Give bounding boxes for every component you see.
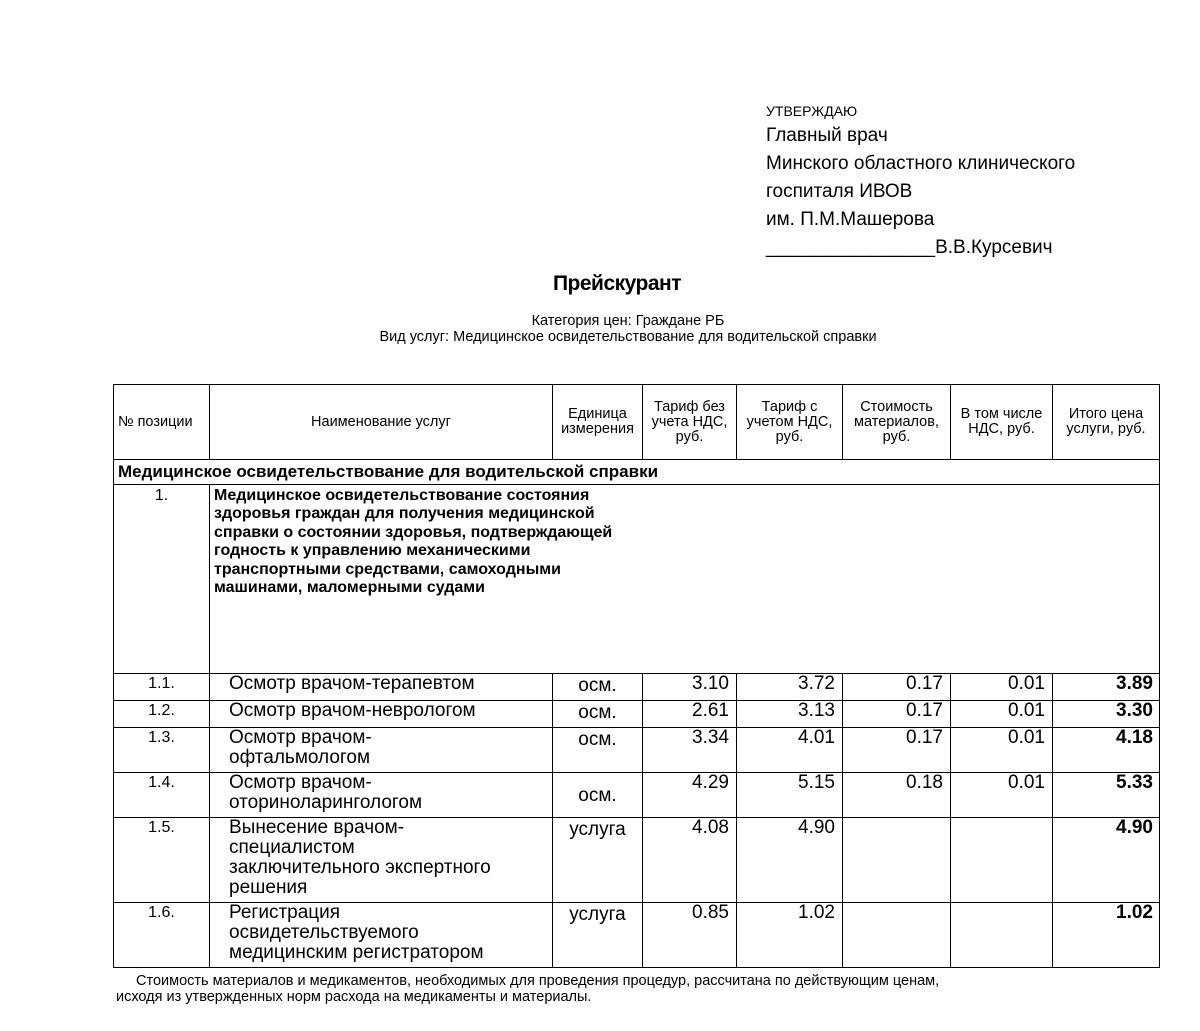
row-total: 5.33 (1053, 773, 1160, 818)
row-tariff: 3.10 (643, 674, 737, 701)
footnote (116, 973, 1116, 1005)
table-row (114, 903, 1160, 968)
row-tariff-vat: 5.15 (737, 773, 843, 818)
price-table (113, 384, 1160, 968)
row-name: Регистрация освидетельствуемого медицинским регистратором (210, 903, 553, 968)
row-tariff: 3.34 (643, 728, 737, 773)
row-total: 4.90 (1053, 818, 1160, 903)
row-tariff-vat: 4.90 (737, 818, 843, 903)
group-row (114, 485, 1160, 674)
table-row (114, 674, 1160, 701)
row-name: Осмотр врачом-офтальмологом (210, 728, 553, 773)
price-category: Категория цен: Граждане РБ (531, 313, 725, 329)
row-tariff-vat: 1.02 (737, 903, 843, 968)
row-unit: осм. (553, 728, 643, 773)
table-row (114, 728, 1160, 773)
row-unit: услуга (553, 818, 643, 903)
row-unit: услуга (553, 903, 643, 968)
row-unit: осм. (553, 701, 643, 728)
row-materials (843, 903, 951, 968)
row-materials (843, 818, 951, 903)
header-service-name: Наименование услуг (210, 385, 553, 460)
row-number: 1.4. (114, 773, 210, 818)
approval-line: им. П.М.Машерова (766, 209, 935, 230)
section-row (114, 460, 1160, 485)
row-vat (951, 903, 1053, 968)
row-number: 1.5. (114, 818, 210, 903)
row-vat: 0.01 (951, 728, 1053, 773)
row-total: 3.89 (1053, 674, 1160, 701)
row-vat: 0.01 (951, 773, 1053, 818)
row-number: 1.6. (114, 903, 210, 968)
row-vat: 0.01 (951, 701, 1053, 728)
row-vat (951, 818, 1053, 903)
row-name: Осмотр врачом-неврологом (210, 701, 553, 728)
row-number: 1.1. (114, 674, 210, 701)
row-tariff: 4.08 (643, 818, 737, 903)
group-name: Медицинское освидетельствование состояния здоровья граждан для получения медицинской справки о состоянии здоровья, подтверждающей годность к управлению механическими транспортными средствами, самоходными машинами, маломерными судами (210, 485, 643, 674)
footnote-line: Стоимость материалов и медикаментов, необходимых для проведения процедур, рассчитана по действующим ценам, (136, 973, 940, 989)
row-materials: 0.17 (843, 701, 951, 728)
header-position: № позиции (114, 385, 210, 460)
header-vat: В том числе НДС, руб. (951, 385, 1053, 460)
document-title: Прейскурант (552, 272, 682, 295)
approval-heading: УТВЕРЖДАЮ (766, 103, 858, 119)
row-materials: 0.18 (843, 773, 951, 818)
table-row (114, 818, 1160, 903)
table-row (114, 773, 1160, 818)
header-tariff-vat: Тариф с учетом НДС, руб. (737, 385, 843, 460)
row-name: Осмотр врачом-оториноларингологом (210, 773, 553, 818)
table-row (114, 701, 1160, 728)
row-materials: 0.17 (843, 728, 951, 773)
row-vat: 0.01 (951, 674, 1053, 701)
row-number: 1.3. (114, 728, 210, 773)
footnote-line: исходя из утвержденных норм расхода на медикаменты и материалы. (116, 989, 592, 1005)
row-materials: 0.17 (843, 674, 951, 701)
row-tariff-vat: 4.01 (737, 728, 843, 773)
header-materials: Стоимость материалов, руб. (843, 385, 951, 460)
group-empty (643, 485, 1160, 674)
row-number: 1.2. (114, 701, 210, 728)
row-total: 4.18 (1053, 728, 1160, 773)
row-unit: осм. (553, 674, 643, 701)
approval-line: Минского областного клинического (766, 153, 1076, 174)
header-tariff: Тариф без учета НДС, руб. (643, 385, 737, 460)
approval-line: госпиталя ИВОВ (766, 181, 913, 202)
header-total: Итого цена услуги, руб. (1053, 385, 1160, 460)
row-tariff: 0.85 (643, 903, 737, 968)
row-tariff-vat: 3.72 (737, 674, 843, 701)
approval-block (766, 100, 1075, 262)
row-tariff: 4.29 (643, 773, 737, 818)
approval-line: Главный врач (766, 125, 888, 146)
row-total: 1.02 (1053, 903, 1160, 968)
group-number: 1. (114, 485, 210, 674)
table-header-row (114, 385, 1160, 460)
service-type: Вид услуг: Медицинское освидетельствование для водительской справки (379, 329, 877, 345)
row-name: Осмотр врачом-терапевтом (210, 674, 553, 701)
header-unit: Единица измерения (553, 385, 643, 460)
section-title: Медицинское освидетельствование для водительской справки (114, 460, 1160, 485)
row-tariff: 2.61 (643, 701, 737, 728)
row-total: 3.30 (1053, 701, 1160, 728)
row-unit: осм. (553, 773, 643, 818)
row-tariff-vat: 3.13 (737, 701, 843, 728)
row-name: Вынесение врачом-специалистом заключительного экспертного решения (210, 818, 553, 903)
approval-signature-line: ________________В.В.Курсевич (766, 237, 1053, 258)
